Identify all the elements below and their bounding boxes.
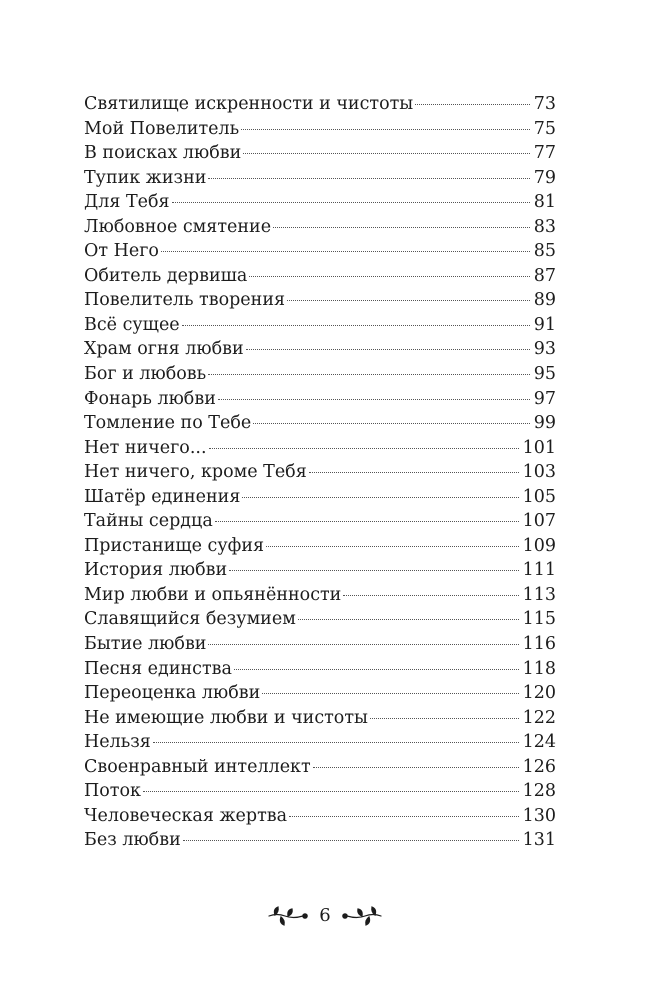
toc-entry xyxy=(84,681,556,706)
toc-entry-title: Фонарь любви xyxy=(84,388,216,409)
toc-entry-page: 126 xyxy=(522,756,556,777)
toc-entry xyxy=(84,239,556,264)
toc-entry-page: 75 xyxy=(533,118,556,139)
toc-entry-title: Святилище искренности и чистоты xyxy=(84,94,414,114)
toc-entry-title: Любовное смятение xyxy=(84,216,272,237)
toc-entry-page: 130 xyxy=(522,805,556,826)
toc-entry-page: 124 xyxy=(522,732,556,753)
dot-leader xyxy=(249,276,529,277)
toc-entry xyxy=(84,509,556,534)
dot-leader xyxy=(242,497,518,498)
toc-entry-title: Тупик жизни xyxy=(84,167,207,188)
toc-entry-page: 115 xyxy=(522,609,556,630)
toc-entry-title: Мой Повелитель xyxy=(84,118,240,139)
toc-entry-title: Всё сущее xyxy=(84,314,180,335)
toc-entry xyxy=(84,632,556,657)
toc-entry-title: Нельзя xyxy=(84,732,151,753)
dot-leader xyxy=(309,472,519,473)
page-number: 6 xyxy=(319,905,331,926)
toc-entry-title: Песня единства xyxy=(84,658,232,679)
toc-entry xyxy=(84,387,556,412)
dot-leader xyxy=(183,840,519,841)
dot-leader xyxy=(182,325,530,326)
toc-entry-page: 116 xyxy=(522,634,556,655)
dot-leader xyxy=(234,669,519,670)
toc-entry xyxy=(84,485,556,510)
toc-entry-title: Не имеющие любви и чистоты xyxy=(84,707,368,728)
toc-entry-page: 85 xyxy=(533,241,556,262)
page-footer xyxy=(0,904,650,928)
toc-entry-title: Бог и любовь xyxy=(84,364,207,385)
toc-entry xyxy=(84,755,556,780)
toc-entry-title: Нет ничего, кроме Тебя xyxy=(84,462,307,483)
toc-entry-title: История любви xyxy=(84,560,228,581)
toc-entry xyxy=(84,460,556,485)
toc-entry xyxy=(84,166,556,191)
toc-entry xyxy=(84,264,556,289)
toc-entry-title: Славящийся безумием xyxy=(84,609,296,630)
toc-entry xyxy=(84,583,556,608)
toc-entry-title: Шатёр единения xyxy=(84,486,241,507)
toc-entry xyxy=(84,558,556,583)
toc-entry-page: 105 xyxy=(522,486,556,507)
toc-entry-title: Человеческая жертва xyxy=(84,805,288,826)
toc-entry-title: Поток xyxy=(84,781,141,802)
toc-entry-title: Повелитель творения xyxy=(84,290,286,311)
dot-leader xyxy=(215,521,519,522)
toc-entry-title: Тайны сердца xyxy=(84,511,213,532)
toc-entry xyxy=(84,337,556,362)
toc-entry xyxy=(84,804,556,829)
dot-leader xyxy=(253,423,529,424)
toc-entry xyxy=(84,313,556,338)
toc-entry-title: Переоценка любви xyxy=(84,683,261,704)
toc-entry xyxy=(84,534,556,559)
dot-leader xyxy=(343,595,518,596)
dot-leader xyxy=(209,448,519,449)
dot-leader xyxy=(208,374,530,375)
toc-entry xyxy=(84,288,556,313)
toc-entry-title: Пристанище суфия xyxy=(84,535,265,556)
dot-leader xyxy=(273,227,530,228)
toc-entry-page: 91 xyxy=(533,314,556,335)
toc-entry-title: Храм огня любви xyxy=(84,339,244,360)
toc-entry xyxy=(84,657,556,682)
toc-entry-page: 77 xyxy=(533,143,556,164)
dot-leader xyxy=(246,349,530,350)
toc-entry xyxy=(84,117,556,142)
dot-leader xyxy=(161,251,530,252)
toc-entry xyxy=(84,779,556,804)
toc-entry-title: Для Тебя xyxy=(84,192,170,213)
dot-leader xyxy=(153,742,519,743)
dot-leader xyxy=(243,153,529,154)
dot-leader xyxy=(313,767,519,768)
toc-entry-page: 109 xyxy=(522,535,556,556)
toc-entry-title: В поисках любви xyxy=(84,143,242,164)
toc-entry xyxy=(84,706,556,731)
toc-entry xyxy=(84,141,556,166)
toc-entry-page: 111 xyxy=(522,560,556,581)
dot-leader xyxy=(370,718,519,719)
toc-entry-title: Без любви xyxy=(84,830,181,851)
dot-leader xyxy=(262,693,518,694)
toc-entry-page: 122 xyxy=(522,707,556,728)
toc-entry-title: Томление по Тебе xyxy=(84,413,252,434)
toc-entry-page: 89 xyxy=(533,290,556,311)
toc-entry-page: 113 xyxy=(522,584,556,605)
toc-entry xyxy=(84,436,556,461)
dot-leader xyxy=(266,546,519,547)
dot-leader xyxy=(208,178,529,179)
toc-entry-title: Обитель дервиша xyxy=(84,265,248,286)
toc-entry-page: 131 xyxy=(522,830,556,851)
toc-entry xyxy=(84,215,556,240)
dot-leader xyxy=(287,300,530,301)
toc-entry-page: 99 xyxy=(533,413,556,434)
toc-entry xyxy=(84,730,556,755)
toc-entry-page: 81 xyxy=(533,192,556,213)
dot-leader xyxy=(229,570,518,571)
toc-entry-page: 107 xyxy=(522,511,556,532)
toc-entry-page: 83 xyxy=(533,216,556,237)
toc-entry xyxy=(84,411,556,436)
toc-entry-page: 93 xyxy=(533,339,556,360)
toc-entry-page: 118 xyxy=(522,658,556,679)
toc-entry-page: 87 xyxy=(533,265,556,286)
toc-entry-page: 95 xyxy=(533,364,556,385)
dot-leader xyxy=(241,129,530,130)
toc-entry-page: 97 xyxy=(533,388,556,409)
toc-entry-title: Бытие любви xyxy=(84,634,207,655)
dot-leader xyxy=(415,104,530,105)
dot-leader xyxy=(218,399,530,400)
dot-leader xyxy=(208,644,518,645)
toc-entry-title: Нет ничего... xyxy=(84,437,207,458)
toc-entry-title: Мир любви и опьянённости xyxy=(84,584,342,605)
toc-entry-page: 101 xyxy=(522,437,556,458)
floral-ornament-icon xyxy=(341,904,383,928)
table-of-contents xyxy=(84,92,556,853)
toc-entry xyxy=(84,92,556,117)
toc-entry-page: 128 xyxy=(522,781,556,802)
toc-entry-page: 73 xyxy=(533,94,556,114)
toc-entry-page: 103 xyxy=(522,462,556,483)
toc-entry-title: От Него xyxy=(84,241,159,262)
dot-leader xyxy=(172,202,530,203)
toc-entry-page: 79 xyxy=(533,167,556,188)
dot-leader xyxy=(298,619,519,620)
dot-leader xyxy=(143,791,519,792)
dot-leader xyxy=(289,816,519,817)
toc-entry xyxy=(84,362,556,387)
floral-ornament-icon xyxy=(267,904,309,928)
toc-entry xyxy=(84,828,556,853)
toc-entry xyxy=(84,607,556,632)
toc-entry-page: 120 xyxy=(522,683,556,704)
toc-entry-title: Своенравный интеллект xyxy=(84,756,311,777)
toc-entry xyxy=(84,190,556,215)
